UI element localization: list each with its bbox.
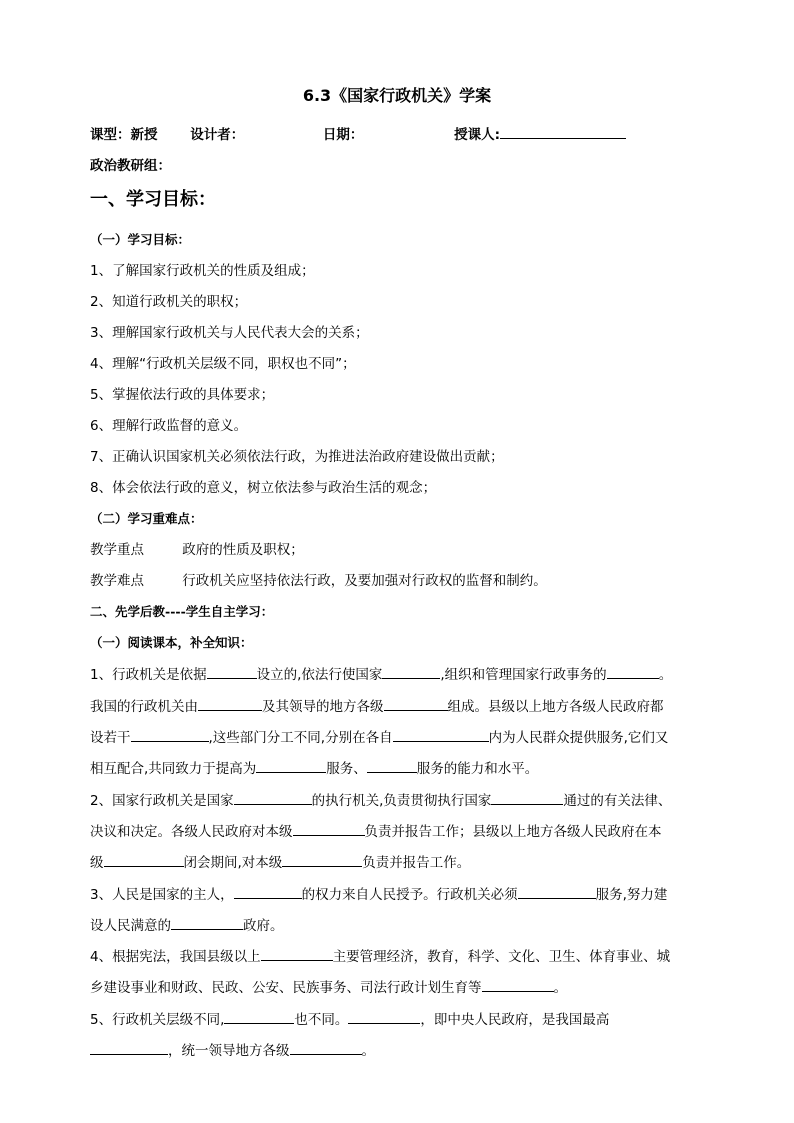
section-heading-goals: 一、学习目标： [90, 189, 216, 210]
q-text: 2、国家行政机关是国家 [90, 793, 234, 809]
q-text: 主要管理经济，教育，科学、文化、卫生、体育事业、城 [332, 949, 671, 965]
fill-blank[interactable] [482, 977, 554, 992]
subheading-key-points: （二）学习重难点： [90, 511, 203, 526]
course-type: 课型：新授 [90, 127, 158, 143]
question-2-line-3 [90, 852, 470, 873]
question-3-line-2 [90, 915, 284, 936]
question-1-line-4 [90, 758, 538, 779]
q-text: 闭会期间,对本级 [183, 855, 283, 871]
q-text: 4、根据宪法，我国县级以上 [90, 949, 261, 965]
question-5-line-1 [90, 1009, 609, 1030]
fill-blank[interactable] [607, 664, 659, 679]
q-text: ,组织和管理国家行政事务的 [440, 667, 607, 683]
q-text: 的权力来自人民授予。行政机关必须 [301, 887, 518, 903]
question-4-line-2 [90, 977, 567, 998]
q-text: 。 [361, 1043, 375, 1059]
section-heading-self-study: 二、先学后教----学生自主学习： [90, 604, 274, 619]
q-text: 服务,努力建 [595, 887, 668, 903]
fill-blank[interactable] [224, 1009, 294, 1024]
fill-blank[interactable] [104, 852, 184, 867]
q-text: ，即中央人民政府，是我国最高 [420, 1012, 610, 1028]
q-text: 内为人民群众提供服务,它们又 [488, 730, 669, 746]
q-text: 乡建设事业和财政、民政、公安、民族事务、司法行政计划生育等 [90, 980, 482, 996]
teacher-blank [500, 124, 626, 139]
key-point-label: 教学重点 [90, 542, 144, 558]
goal-item: 2、知道行政机关的职权； [90, 294, 248, 310]
fill-blank[interactable] [491, 790, 563, 805]
q-text: 。 [553, 980, 567, 996]
goal-item: 6、理解行政监督的意义。 [90, 418, 248, 434]
q-text: 政府。 [243, 918, 284, 934]
fill-blank[interactable] [293, 821, 365, 836]
fill-blank[interactable] [393, 727, 489, 742]
fill-blank[interactable] [367, 758, 417, 773]
question-2-line-2 [90, 821, 662, 842]
fill-blank[interactable] [384, 696, 448, 711]
designer-label: 设计者： [190, 127, 245, 143]
question-1-line-2 [90, 696, 664, 717]
fill-blank[interactable] [171, 915, 243, 930]
question-4-line-1 [90, 946, 670, 967]
difficulty-row [90, 571, 547, 591]
q-text: 1、行政机关是依据 [90, 667, 207, 683]
question-3-line-1 [90, 884, 667, 905]
group-label: 政治教研组： [90, 158, 171, 174]
q-text: 5、行政机关层级不同, [90, 1012, 225, 1028]
question-5-line-2 [90, 1040, 375, 1061]
question-2-line-1 [90, 790, 671, 811]
goal-item: 8、体会依法行政的意义，树立依法参与政治生活的观念； [90, 480, 437, 496]
goal-item: 5、掌握依法行政的具体要求； [90, 387, 275, 403]
q-text: 负责并报告工作。 [362, 855, 471, 871]
q-text: 也不同。 [294, 1012, 349, 1028]
difficulty-text: 行政机关应坚持依法行政，及要加强对行政权的监督和制约。 [182, 573, 547, 589]
q-text: 服务的能力和水平。 [416, 761, 539, 777]
fill-blank[interactable] [348, 1009, 420, 1024]
goal-item: 7、正确认识国家机关必须依法行政，为推进法治政府建设做出贡献； [90, 449, 504, 465]
q-text: 负责并报告工作；县级以上地方各级人民政府在本 [364, 824, 662, 840]
fill-blank[interactable] [234, 884, 302, 899]
fill-blank[interactable] [261, 946, 333, 961]
q-text: ,这些部门分工不同,分别在各自 [208, 730, 393, 746]
subheading-goals: （一）学习目标： [90, 232, 191, 247]
key-point-row [90, 540, 304, 560]
fill-blank[interactable] [518, 884, 596, 899]
question-1-line-1 [90, 664, 672, 685]
q-text: 服务、 [326, 761, 367, 777]
key-point-text: 政府的性质及职权； [182, 542, 304, 558]
goal-item: 4、理解“行政机关层级不同，职权也不同”； [90, 356, 356, 372]
q-text: 级 [90, 855, 104, 871]
q-text: 。 [658, 667, 673, 683]
q-text: 设若干 [90, 730, 131, 746]
teacher-label: 授课人: [454, 127, 501, 143]
goal-item: 3、理解国家行政机关与人民代表大会的关系； [90, 325, 369, 341]
q-text: 设立的,依法行使国家 [256, 667, 383, 683]
question-1-line-3 [90, 727, 668, 748]
subheading-reading: （一）阅读课本，补全知识： [90, 635, 253, 650]
fill-blank[interactable] [207, 664, 257, 679]
fill-blank[interactable] [234, 790, 312, 805]
q-text: 我国的行政机关由 [90, 699, 198, 715]
q-text: 组成。县级以上地方各级人民政府都 [447, 699, 664, 715]
q-text: ，统一领导地方各级 [168, 1043, 290, 1059]
q-text: 及其领导的地方各级 [262, 699, 384, 715]
q-text: 通过的有关法律、 [563, 793, 672, 809]
q-text: 决议和决定。各级人民政府对本级 [90, 824, 293, 840]
page-title: 6.3《国家行政机关》学案 [302, 86, 492, 105]
q-text: 相互配合,共同致力于提高为 [90, 761, 257, 777]
fill-blank[interactable] [282, 852, 362, 867]
goal-item: 1、了解国家行政机关的性质及组成； [90, 263, 315, 279]
difficulty-label: 教学难点 [90, 573, 144, 589]
meta-row [90, 124, 626, 145]
fill-blank[interactable] [198, 696, 262, 711]
fill-blank[interactable] [131, 727, 209, 742]
fill-blank[interactable] [382, 664, 440, 679]
q-text: 3、人民是国家的主人， [90, 887, 234, 903]
fill-blank[interactable] [90, 1040, 168, 1055]
fill-blank[interactable] [290, 1040, 362, 1055]
q-text: 的执行机关,负责贯彻执行国家 [311, 793, 492, 809]
q-text: 设人民满意的 [90, 918, 171, 934]
fill-blank[interactable] [256, 758, 326, 773]
date-label: 日期： [322, 127, 364, 143]
